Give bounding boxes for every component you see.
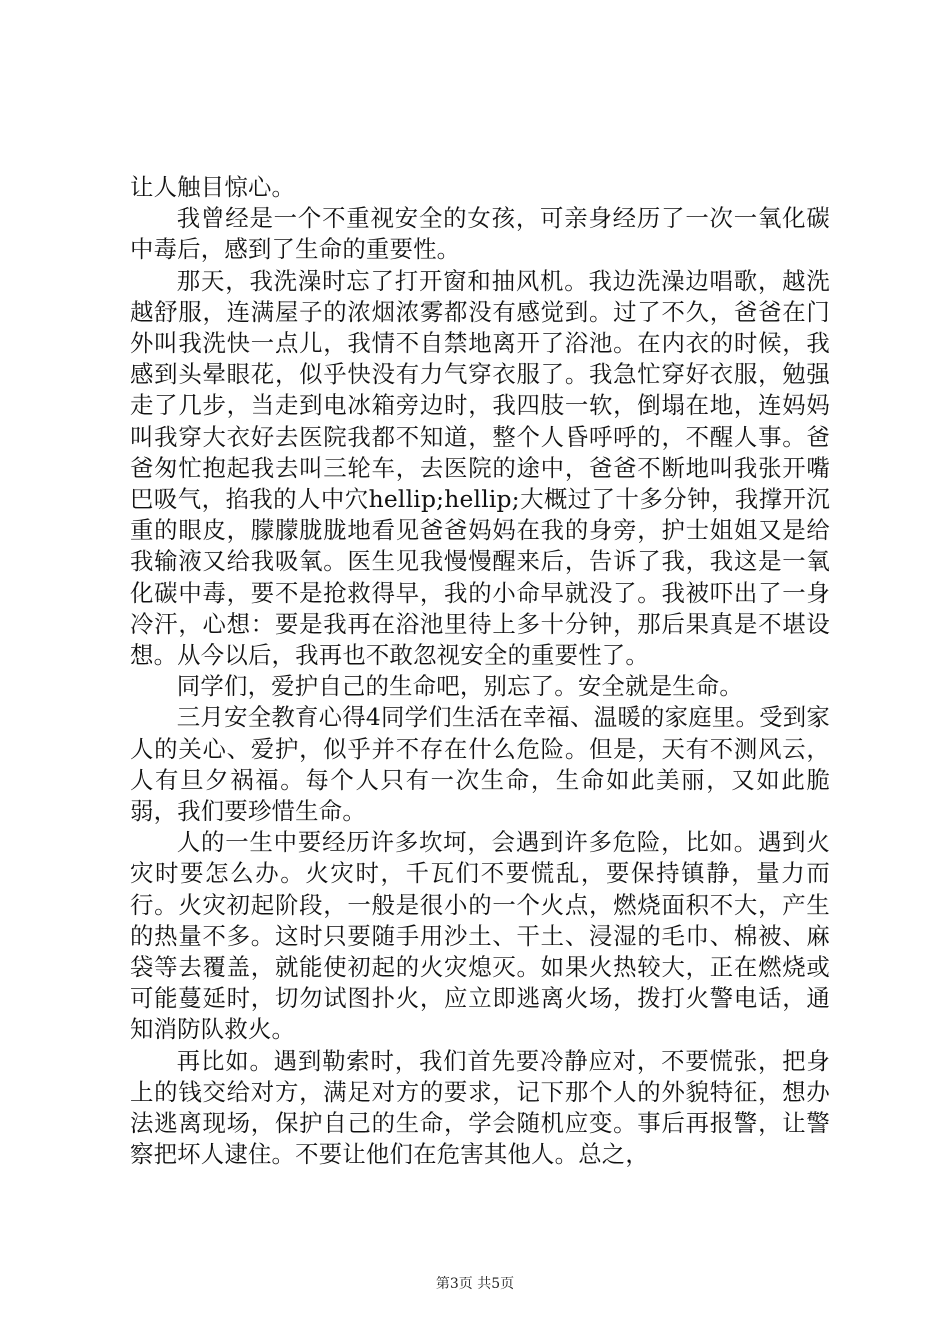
paragraph-6: 人的一生中要经历许多坎坷，会遇到许多危险，比如。遇到火灾时要怎么办。火灾时，千瓦们不要慌乱，要保持镇静，量力而行。火灾初起阶段，一般是很小的一个火点，燃烧面积不大，产生的热量不多。这时只要随手用沙土、干土、浸湿的毛巾、棉被、麻袋等去覆盖，就能使初起的火灾熄灭。如果火热较大，正在燃烧或可能蔓延时，切勿试图扑火，应立即逃离火场，拨打火警电话，通知消防队救火。 [130,828,830,1044]
paragraph-4: 同学们，爱护自己的生命吧，别忘了。安全就是生命。 [176,672,743,701]
paragraph-3: 那天，我洗澡时忘了打开窗和抽风机。我边洗澡边唱歌，越洗越舒服，连满屋子的浓烟浓雾都没有感觉到。过了不久，爸爸在门外叫我洗快一点儿，我情不自禁地离开了浴池。在内衣的时候，我感到头晕眼花，似乎快没有力气穿衣服了。我急忙穿好衣服，勉强走了几步，当走到电冰箱旁边时，我四肢一软，倒塌在地，连妈妈叫我穿大衣好去医院我都不知道，整个人昏呼呼的，不醒人事。爸爸匆忙抱起我去叫三轮车，去医院的途中，爸爸不断地叫我张开嘴巴吸气，掐我的人中穴hellip;hellip;大概过了十多分钟，我撑开沉重的眼皮，朦朦胧胧地看见爸爸妈妈在我的身旁，护士姐姐又是给我输液又给我吸氧。医生见我慢慢醒来后，告诉了我，我这是一氧化碳中毒，要不是抢救得早，我的小命早就没了。我被吓出了一身冷汗，心想：要是我再在浴池里待上多十分钟，那后果真是不堪设想。从今以后，我再也不敢忽视安全的重要性了。 [130,266,830,670]
paragraph-7: 再比如。遇到勒索时，我们首先要冷静应对，不要慌张，把身上的钱交给对方，满足对方的要求，记下那个人的外貌特征，想办法逃离现场，保护自己的生命，学会随机应变。事后再报警，让警察把坏人逮住。不要让他们在危害其他人。总之， [130,1046,830,1169]
document-body [130,172,830,1171]
page-footer: 第3页 共5页 [435,1276,515,1292]
paragraph-5: 三月安全教育心得4同学们生活在幸福、温暖的家庭里。受到家人的关心、爱护，似乎并不存在什么危险。但是，天有不测风云，人有旦夕祸福。每个人只有一次生命，生命如此美丽，又如此脆弱，我们要珍惜生命。 [130,703,830,826]
paragraph-2: 我曾经是一个不重视安全的女孩，可亲身经历了一次一氧化碳中毒后，感到了生命的重要性。 [130,204,830,264]
paragraph-1: 让人触目惊心。 [130,173,296,201]
